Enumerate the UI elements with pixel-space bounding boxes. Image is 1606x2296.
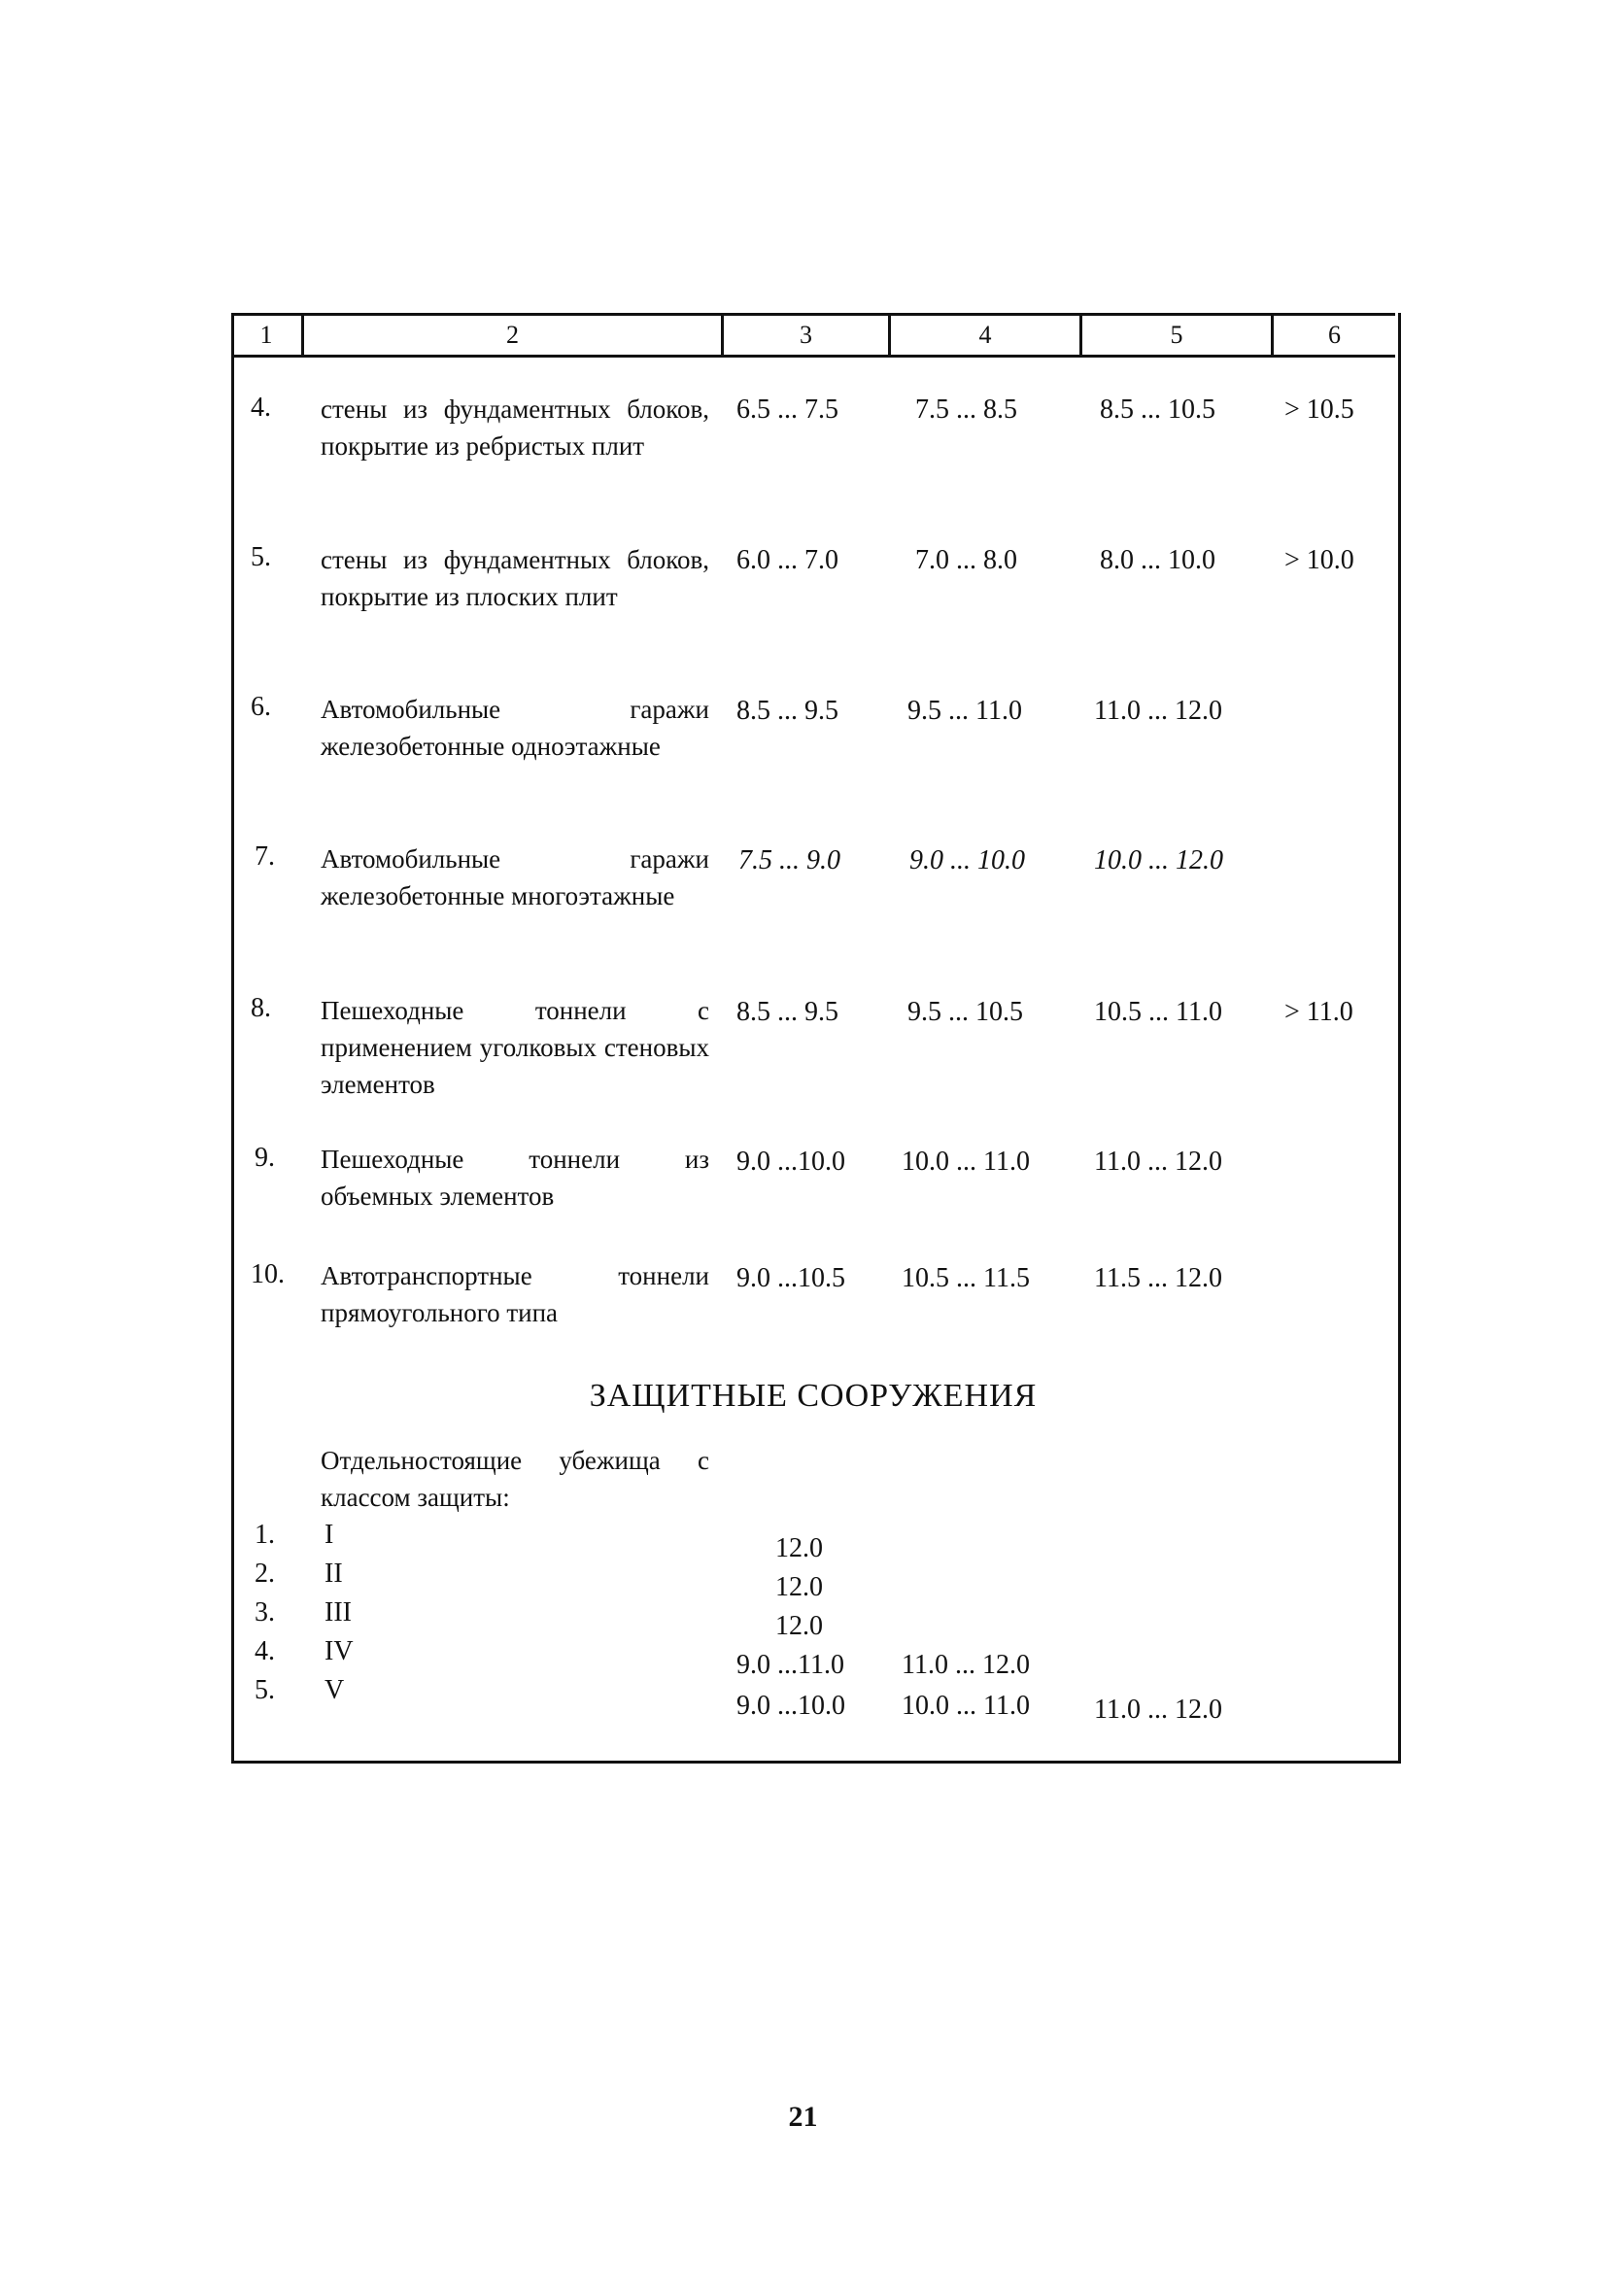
section-title: ЗАЩИТНЫЕ СООРУЖЕНИЯ — [589, 1378, 1038, 1414]
cell-col-5: 11.5 ... 12.0 — [1094, 1263, 1222, 1293]
cell-col-3: 12.0 — [775, 1611, 823, 1641]
cell-col-5: 10.0 ... 12.0 — [1094, 845, 1223, 875]
cell-col-5: 11.0 ... 12.0 — [1094, 1695, 1222, 1725]
row-description: Пешеходные тоннели с применением уголковых стеновых элементов — [321, 996, 709, 1099]
section-intro: Отдельностоящие убежища с классом защиты: — [321, 1446, 709, 1512]
cell-col-3: 9.0 ...10.5 — [736, 1263, 845, 1293]
cell-col-3: 8.5 ... 9.5 — [736, 696, 838, 726]
cell-col-6: > 11.0 — [1284, 997, 1353, 1027]
cell-col-4: 10.5 ... 11.5 — [902, 1263, 1030, 1293]
cell-col-5: 10.5 ... 11.0 — [1094, 997, 1222, 1027]
row-number: 6. — [251, 692, 271, 722]
cell-col-4: 9.5 ... 10.5 — [907, 997, 1023, 1027]
cell-col-4: 9.5 ... 11.0 — [907, 696, 1022, 726]
cell-col-3: 12.0 — [775, 1572, 823, 1602]
row-description: Пешеходные тоннели из объемных элементов — [321, 1145, 709, 1211]
header-col-6: 6 — [1328, 321, 1341, 349]
cell-col-3: 6.0 ... 7.0 — [736, 545, 838, 575]
cell-col-3: 8.5 ... 9.5 — [736, 997, 838, 1027]
page-number: 21 — [788, 2101, 818, 2133]
row-description: стены из фундаментных блоков, покрытие из плоских плит — [321, 545, 709, 611]
protection-class: II — [325, 1559, 343, 1589]
item-number: 4. — [255, 1636, 275, 1666]
table-header-row — [231, 313, 1395, 358]
row-number: 4. — [251, 393, 271, 423]
cell-col-5: 8.5 ... 10.5 — [1100, 394, 1215, 425]
item-number: 3. — [255, 1597, 275, 1628]
row-number: 8. — [251, 993, 271, 1023]
protection-class: III — [325, 1597, 352, 1628]
row-description: стены из фундаментных блоков, покрытие из ребристых плит — [321, 394, 709, 461]
cell-col-5: 11.0 ... 12.0 — [1094, 1147, 1222, 1177]
cell-col-4: 11.0 ... 12.0 — [902, 1650, 1030, 1680]
cell-col-5: 8.0 ... 10.0 — [1100, 545, 1215, 575]
row-number: 10. — [251, 1259, 285, 1289]
protection-class: I — [325, 1520, 334, 1550]
cell-col-4: 10.0 ... 11.0 — [902, 1691, 1030, 1721]
cell-col-3: 7.5 ... 9.0 — [738, 845, 840, 875]
cell-col-3: 12.0 — [775, 1533, 823, 1563]
row-number: 7. — [255, 841, 275, 872]
header-col-4: 4 — [891, 316, 1082, 355]
row-description: Автомобильные гаражи железобетонные одноэтажные — [321, 695, 709, 761]
header-col-1: 1 — [231, 316, 304, 355]
row-number: 9. — [255, 1143, 275, 1173]
cell-col-3: 9.0 ...10.0 — [736, 1147, 845, 1177]
cell-col-4: 7.5 ... 8.5 — [915, 394, 1017, 425]
cell-col-3: 9.0 ...11.0 — [736, 1650, 844, 1680]
row-number: 5. — [251, 542, 271, 572]
header-col-3: 3 — [724, 316, 891, 355]
cell-col-4: 9.0 ... 10.0 — [909, 845, 1025, 875]
cell-col-4: 7.0 ... 8.0 — [915, 545, 1017, 575]
cell-col-6: > 10.5 — [1284, 394, 1354, 425]
cell-col-3: 6.5 ... 7.5 — [736, 394, 838, 425]
cell-col-6: > 10.0 — [1284, 545, 1354, 575]
header-col-5: 5 — [1082, 316, 1274, 355]
item-number: 2. — [255, 1559, 275, 1589]
header-col-2: 2 — [304, 316, 724, 355]
row-description: Автотранспортные тоннели прямоугольного типа — [321, 1261, 709, 1327]
cell-col-4: 10.0 ... 11.0 — [902, 1147, 1030, 1177]
protection-class: V — [325, 1675, 345, 1705]
protection-class: IV — [325, 1636, 354, 1666]
item-number: 5. — [255, 1675, 275, 1705]
cell-col-5: 11.0 ... 12.0 — [1094, 696, 1222, 726]
cell-col-3: 9.0 ...10.0 — [736, 1691, 845, 1721]
row-description: Автомобильные гаражи железобетонные многоэтажные — [321, 844, 709, 910]
item-number: 1. — [255, 1520, 275, 1550]
